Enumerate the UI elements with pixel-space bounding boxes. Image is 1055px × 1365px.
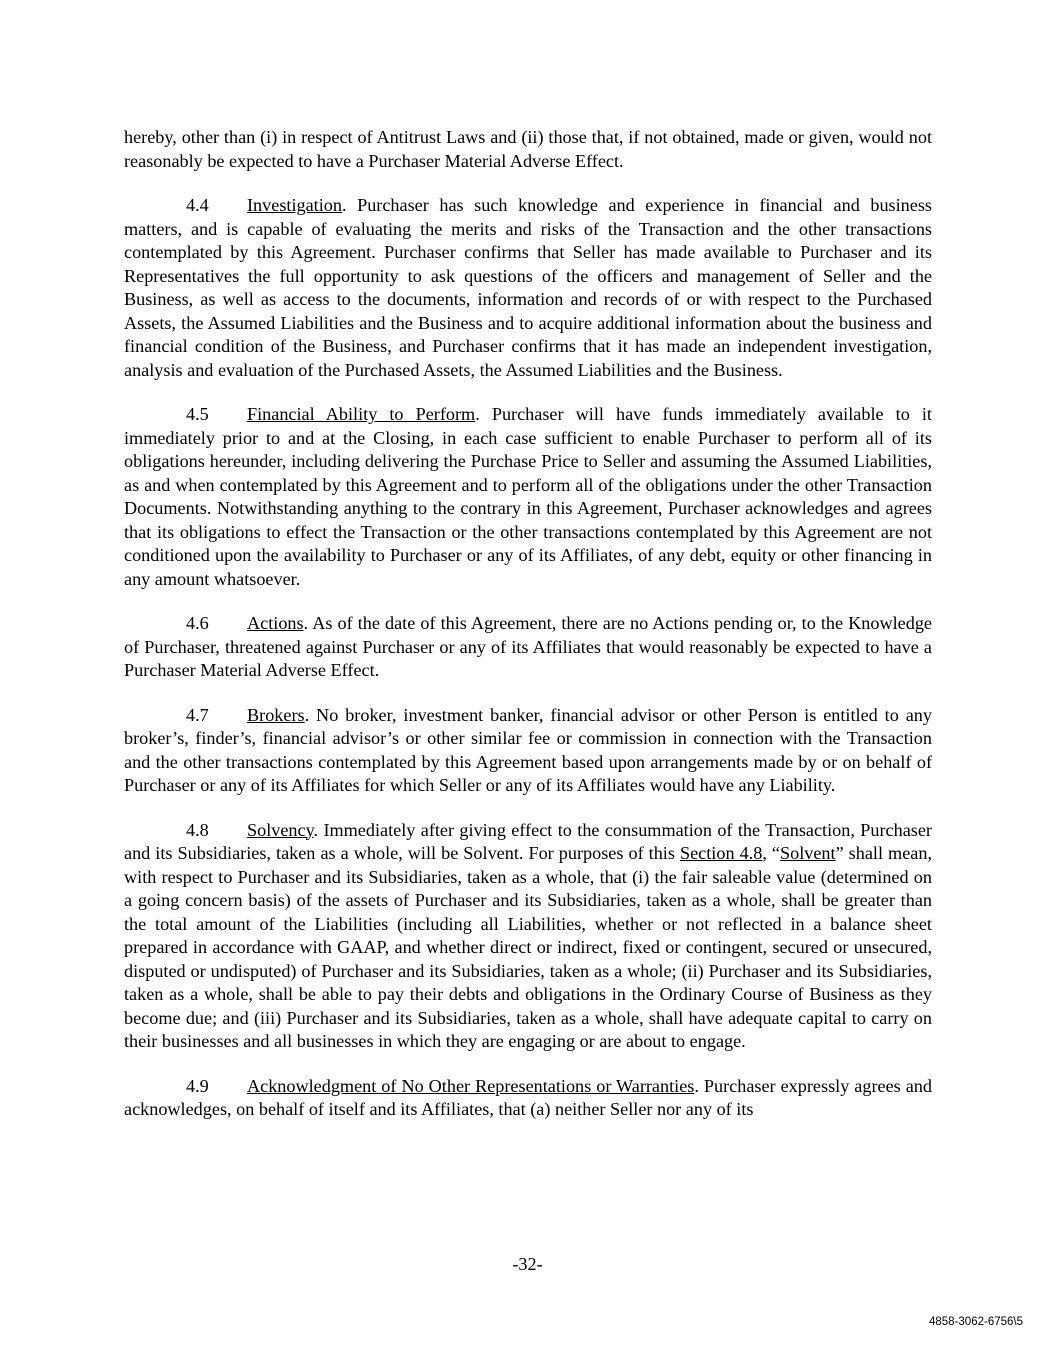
section-4-7 xyxy=(124,704,932,798)
section-number: 4.7 xyxy=(186,704,209,725)
defined-term: Solvent xyxy=(779,843,836,863)
section-body: , “ xyxy=(762,843,780,863)
continuation-text: hereby, other than (i) in respect of Antitrust Laws and (ii) those that, if not obtained, made or given, would not reasonably be expected to have a Purchaser Material Adverse Effect. xyxy=(124,127,932,171)
section-body: . Purchaser will have funds immediately available to it immediately prior to and at the Closing, in each case sufficient to enable Purchaser to perform all of its obligations hereunder, including delivering the Purchase Price to Seller and assuming the Assumed Liabilities, as and when contemplated by this Agreement and to perform all of the obligations under the other Transaction Documents. Notwithstanding anything to the contrary in this Agreement, Purchaser acknowledges and agrees that its obligations to effect the Transaction or the other transactions contemplated by this Agreement are not conditioned upon the availability to Purchaser or any of its Affiliates, of any debt, equity or other financing in any amount whatsoever. xyxy=(124,404,932,589)
section-heading: Brokers xyxy=(247,704,305,725)
section-heading: Financial Ability to Perform xyxy=(247,404,476,424)
section-number: 4.8 xyxy=(186,819,209,840)
section-number: 4.6 xyxy=(186,613,209,633)
section-cross-reference: Section 4.8 xyxy=(679,843,763,863)
section-heading: Actions xyxy=(247,613,304,633)
document-id: 4858-3062-6756\5 xyxy=(929,1316,1023,1328)
section-body: . Purchaser expressly agrees and acknowledges, on behalf of itself and its Affiliates, that (a) neither Seller nor any of its xyxy=(124,1075,932,1119)
section-body: ” shall mean, with respect to Purchaser and its Subsidiaries, taken as a whole, that (i) the fair saleable value (determined on a going concern basis) of the assets of Purchaser and its Subsidiaries, taken as a whole, shall be greater than the total amount of the Liabilities (including all Liabilities, whether or not reflected in a balance sheet prepared in accordance with GAAP, and whether direct or indirect, fixed or contingent, secured or unsecured, disputed or undisputed) of Purchaser and its Subsidiaries, taken as a whole; (ii) Purchaser and its Subsidiaries, taken as a whole, shall be able to pay their debts and obligations in the Ordinary Course of Business as they become due; and (iii) Purchaser and its Subsidiaries, taken as a whole, shall have adequate capital to carry on their businesses and all businesses in which they are engaging or are about to engage. xyxy=(124,843,932,1051)
section-heading: Solvency xyxy=(247,819,314,840)
page-number: -32- xyxy=(512,1254,543,1274)
document-body xyxy=(124,126,932,1143)
section-body: . No broker, investment banker, financial advisor or other Person is entitled to any broker’s, finder’s, financial advisor’s or other similar fee or commission in connection with the Transaction and the other transactions contemplated by this Agreement based upon arrangements made by or on behalf of Purchaser or any of its Affiliates for which Seller or any of its Affiliates would have any Liability. xyxy=(124,704,932,795)
continuation-paragraph xyxy=(124,126,932,173)
section-heading: Acknowledgment of No Other Representations or Warranties xyxy=(247,1075,695,1096)
section-body: . Purchaser has such knowledge and experience in financial and business matters, and is capable of evaluating the merits and risks of the Transaction and the other transactions contemplated by this Agreement. Purchaser confirms that Seller has made available to Purchaser and its Representatives the full opportunity to ask questions of the officers and management of Seller and the Business, as well as access to the documents, information and records of or with respect to the Purchased Assets, the Assumed Liabilities and the Business and to acquire additional information about the business and financial condition of the Business, and Purchaser confirms that it has made an independent investigation, analysis and evaluation of the Purchased Assets, the Assumed Liabilities and the Business. xyxy=(124,195,932,380)
section-4-8 xyxy=(124,819,932,1054)
section-4-9 xyxy=(124,1075,932,1122)
section-4-6 xyxy=(124,612,932,683)
section-body: . Immediately after giving effect to the consummation of the Transaction, Purchaser and its Subsidiaries, taken as a whole, will be Solvent. For purposes of this xyxy=(124,819,932,863)
section-number: 4.4 xyxy=(186,195,209,215)
section-body: . As of the date of this Agreement, there are no Actions pending or, to the Knowledge of Purchaser, threatened against Purchaser or any of its Affiliates that would reasonably be expected to have a Purchaser Material Adverse Effect. xyxy=(124,613,932,680)
section-4-4 xyxy=(124,194,932,382)
section-number: 4.5 xyxy=(186,404,209,424)
section-4-5 xyxy=(124,403,932,591)
section-number: 4.9 xyxy=(186,1075,209,1096)
section-heading: Investigation xyxy=(247,195,342,215)
